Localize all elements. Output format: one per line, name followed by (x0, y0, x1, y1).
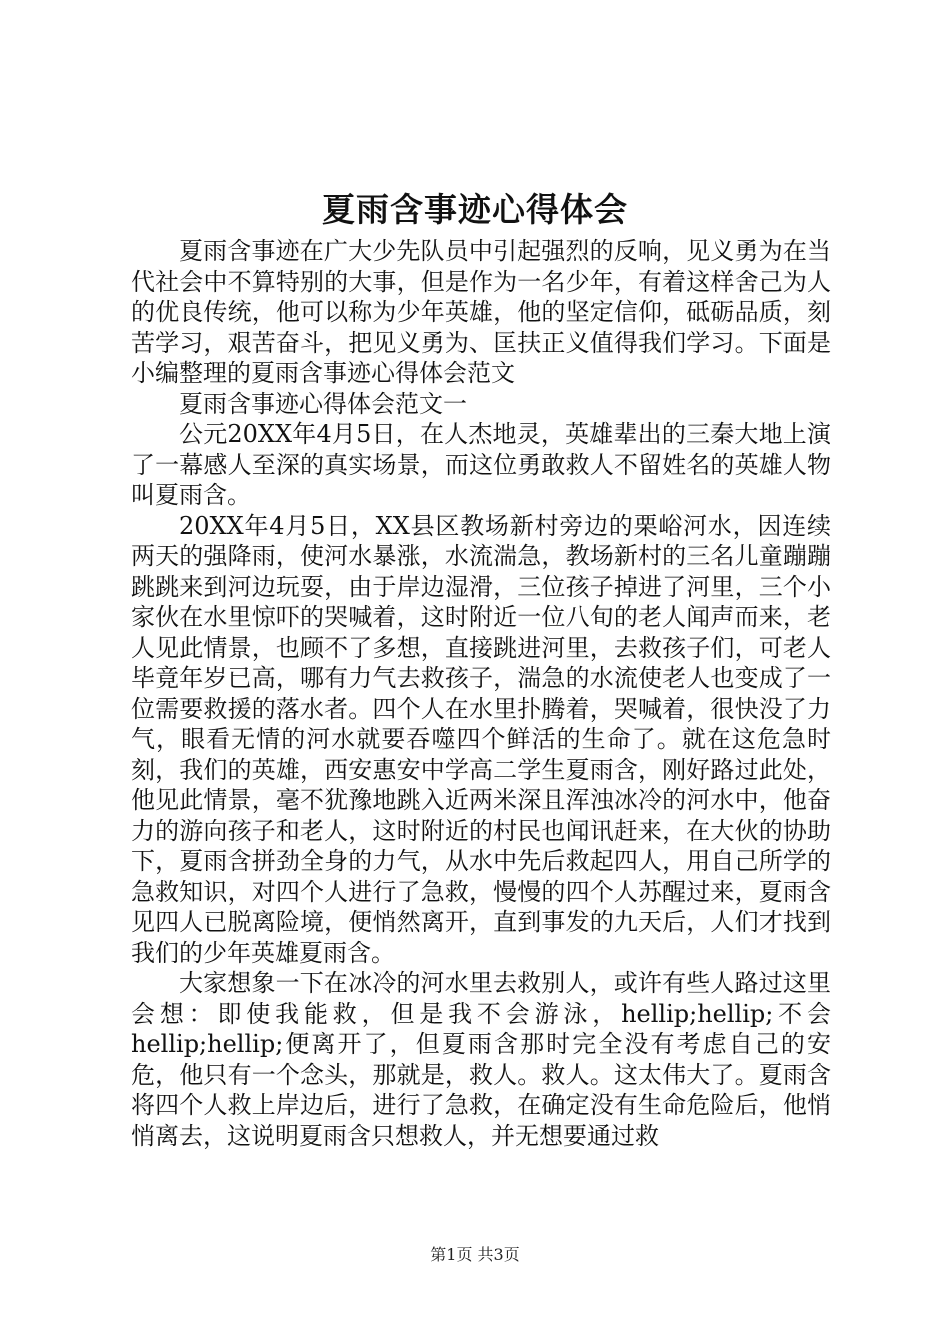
paragraph-subheading: 夏雨含事迹心得体会范文一 (179, 389, 467, 418)
page-title: 夏雨含事迹心得体会 (322, 190, 628, 229)
document-body (131, 236, 831, 1151)
paragraph-date: 公元20XX年4月5日，在人杰地灵，英雄辈出的三秦大地上演了一幕感人至深的真实场景，而这位勇敢救人不留姓名的英雄人物叫夏雨含。 (131, 420, 831, 509)
page-footer: 第1页 共3页 (430, 1245, 520, 1264)
paragraph-intro: 夏雨含事迹在广大少先队员中引起强烈的反响，见义勇为在当代社会中不算特别的大事，但是作为一名少年，有着这样舍己为人的优良传统，他可以称为少年英雄，他的坚定信仰，砥砺品质，刻苦学习，艰苦奋斗，把见义勇为、匡扶正义值得我们学习。下面是小编整理的夏雨含事迹心得体会范文 (131, 237, 831, 387)
paragraph-story: 20XX年4月5日，XX县区教场新村旁边的栗峪河水，因连续两天的强降雨，使河水暴涨，水流湍急，教场新村的三名儿童蹦蹦跳跳来到河边玩耍，由于岸边湿滑，三位孩子掉进了河里，三个小家伙在水里惊吓的哭喊着，这时附近一位八旬的老人闻声而来，老人见此情景，也顾不了多想，直接跳进河里，去救孩子们，可老人毕竟年岁已高，哪有力气去救孩子，湍急的水流使老人也变成了一位需要救援的落水者。四个人在水里扑腾着，哭喊着，很快没了力气，眼看无情的河水就要吞噬四个鲜活的生命了。就在这危急时刻，我们的英雄，西安惠安中学高二学生夏雨含，刚好路过此处，他见此情景，毫不犹豫地跳入近两米深且浑浊冰冷的河水中，他奋力的游向孩子和老人，这时附近的村民也闻讯赶来，在大伙的协助下，夏雨含拼劲全身的力气，从水中先后救起四人，用自己所学的急救知识，对四个人进行了急救，慢慢的四个人苏醒过来，夏雨含见四人已脱离险境，便悄然离开，直到事发的九天后，人们才找到我们的少年英雄夏雨含。 (131, 511, 831, 967)
paragraph-reflection: 大家想象一下在冰冷的河水里去救别人，或许有些人路过这里会想：即使我能救，但是我不会游泳，hellip;hellip;不会hellip;hellip;便离开了，但夏雨含那时完全没有考虑自己的安危，他只有一个念头，那就是，救人。救人。这太伟大了。夏雨含将四个人救上岸边后，进行了急救，在确定没有生命危险后，他悄悄离去，这说明夏雨含只想救人，并无想要通过救 (131, 969, 831, 1150)
